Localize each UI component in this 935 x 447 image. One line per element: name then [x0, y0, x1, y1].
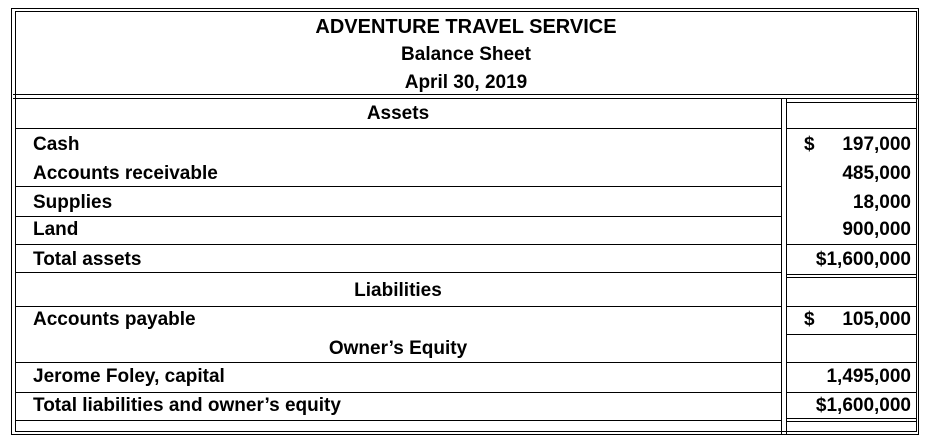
row-label-land: Land: [33, 219, 79, 240]
header-rule-top: [13, 94, 918, 95]
amount-rule: [786, 102, 917, 103]
amount-rule: [786, 128, 917, 129]
row-rule: [15, 420, 781, 421]
amount-rule: [786, 306, 917, 307]
section-assets: Assets: [366, 103, 430, 124]
amount-double-rule: [786, 421, 917, 422]
row-rule: [15, 392, 781, 393]
amount-land: 900,000: [842, 219, 911, 240]
amount-accounts-payable: 105,000: [842, 309, 911, 330]
currency-sign: $: [804, 134, 815, 155]
column-divider-right: [786, 98, 787, 434]
column-divider-left: [781, 98, 782, 434]
company-name: ADVENTURE TRAVEL SERVICE: [315, 16, 617, 38]
currency-sign: $: [804, 309, 815, 330]
row-label-accounts-payable: Accounts payable: [33, 309, 196, 330]
row-rule: [15, 362, 781, 363]
section-owners-equity: Owner’s Equity: [328, 338, 468, 359]
statement-date: April 30, 2019: [404, 72, 528, 93]
amount-double-rule: [786, 418, 917, 419]
amount-double-rule: [786, 274, 917, 275]
amount-rule: [786, 392, 917, 393]
amount-rule: [786, 244, 917, 245]
row-rule: [15, 216, 781, 217]
amount-rule: [786, 334, 917, 335]
header-rule-bottom: [13, 98, 918, 99]
row-label-total-liabilities-equity: Total liabilities and owner’s equity: [33, 395, 341, 416]
amount-cash: 197,000: [842, 134, 911, 155]
row-rule: [15, 244, 781, 245]
amount-total-liabilities-equity: $1,600,000: [815, 395, 911, 416]
row-rule: [15, 186, 781, 187]
amount-capital: 1,495,000: [826, 366, 911, 387]
row-rule: [15, 272, 781, 273]
section-liabilities: Liabilities: [354, 280, 442, 301]
amount-rule: [786, 362, 917, 363]
amount-double-rule: [786, 277, 917, 278]
amount-total-assets: $1,600,000: [815, 249, 911, 270]
amount-supplies: 18,000: [852, 192, 911, 213]
amount-accounts-receivable: 485,000: [842, 163, 911, 184]
row-rule: [15, 128, 781, 129]
statement-title: Balance Sheet: [401, 44, 531, 65]
row-rule: [15, 306, 781, 307]
row-label-capital: Jerome Foley, capital: [33, 366, 225, 387]
row-label-cash: Cash: [33, 134, 80, 155]
row-label-total-assets: Total assets: [33, 249, 142, 270]
row-label-accounts-receivable: Accounts receivable: [33, 163, 218, 184]
row-label-supplies: Supplies: [33, 192, 113, 213]
